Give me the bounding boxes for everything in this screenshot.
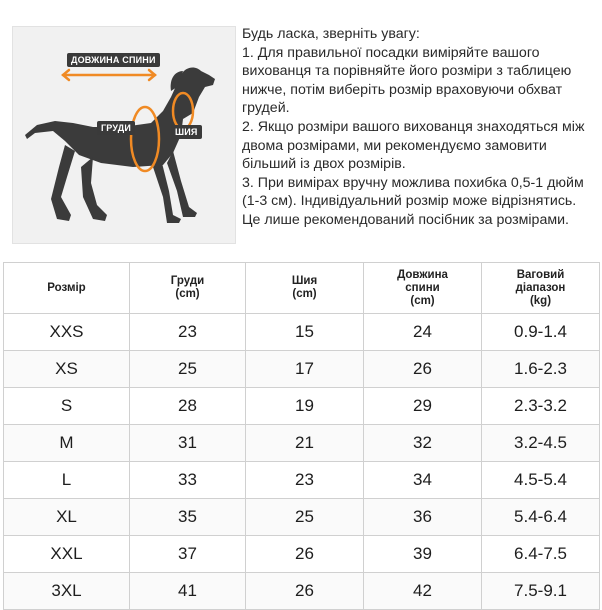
table-row [4,425,600,462]
cell-back: 29 [364,388,482,425]
table-row [4,462,600,499]
cell-size: S [4,388,130,425]
cell-weight: 3.2-4.5 [482,425,600,462]
cell-back: 42 [364,573,482,610]
cell-size: XL [4,499,130,536]
table-row [4,351,600,388]
header-back-length: Довжина спини (cm) [364,263,482,314]
instructions-text [242,25,598,230]
dog-measurement-illustration [12,26,236,244]
cell-chest: 31 [130,425,246,462]
header-neck: Шия (cm) [246,263,364,314]
table-row [4,388,600,425]
table-row [4,536,600,573]
cell-chest: 23 [130,314,246,351]
table-row [4,573,600,610]
neck-label: ШИЯ [171,125,202,139]
table-row [4,314,600,351]
cell-chest: 28 [130,388,246,425]
instructions-line: Це лише рекомендований посібник за розмірами. [242,211,569,228]
cell-weight: 1.6-2.3 [482,351,600,388]
cell-weight: 2.3-3.2 [482,388,600,425]
cell-weight: 0.9-1.4 [482,314,600,351]
cell-neck: 21 [246,425,364,462]
cell-size: 3XL [4,573,130,610]
cell-weight: 5.4-6.4 [482,499,600,536]
cell-chest: 41 [130,573,246,610]
cell-neck: 15 [246,314,364,351]
cell-neck: 26 [246,573,364,610]
cell-back: 32 [364,425,482,462]
cell-weight: 4.5-5.4 [482,462,600,499]
instructions-line: 1. Для правильної посадки виміряйте вашого вихованця та порівняйте його розміри з таблицею нижче, потім виберіть розмір враховуючи обхват грудей. [242,44,572,117]
header-size: Розмір [4,263,130,314]
cell-weight: 6.4-7.5 [482,536,600,573]
cell-size: L [4,462,130,499]
cell-chest: 35 [130,499,246,536]
cell-size: XXS [4,314,130,351]
cell-size: M [4,425,130,462]
cell-chest: 33 [130,462,246,499]
cell-neck: 26 [246,536,364,573]
header-chest: Груди (cm) [130,263,246,314]
instructions-line: 3. При вимірах вручну можлива похибка 0,5-1 дюйм (1-3 см). Індивідуальний розмір може відрізнятись. [242,174,584,210]
cell-back: 36 [364,499,482,536]
cell-size: XXL [4,536,130,573]
cell-chest: 37 [130,536,246,573]
cell-size: XS [4,351,130,388]
cell-weight: 7.5-9.1 [482,573,600,610]
table-header-row [4,263,600,314]
cell-back: 34 [364,462,482,499]
cell-neck: 17 [246,351,364,388]
cell-neck: 19 [246,388,364,425]
cell-neck: 25 [246,499,364,536]
instructions-line: Будь ласка, зверніть увагу: [242,26,420,42]
cell-neck: 23 [246,462,364,499]
cell-chest: 25 [130,351,246,388]
header-section [0,0,602,255]
cell-back: 24 [364,314,482,351]
instructions-line: 2. Якщо розміри вашого вихованця знаходяться між двома розмірами, ми рекомендуємо замовити більший із двох розмірів. [242,118,585,173]
table-row [4,499,600,536]
header-weight: Ваговий діапазон (kg) [482,263,600,314]
size-chart-table [3,262,600,610]
back-length-label: ДОВЖИНА СПИНИ [67,53,160,67]
cell-back: 26 [364,351,482,388]
chest-label: ГРУДИ [97,121,135,135]
cell-back: 39 [364,536,482,573]
